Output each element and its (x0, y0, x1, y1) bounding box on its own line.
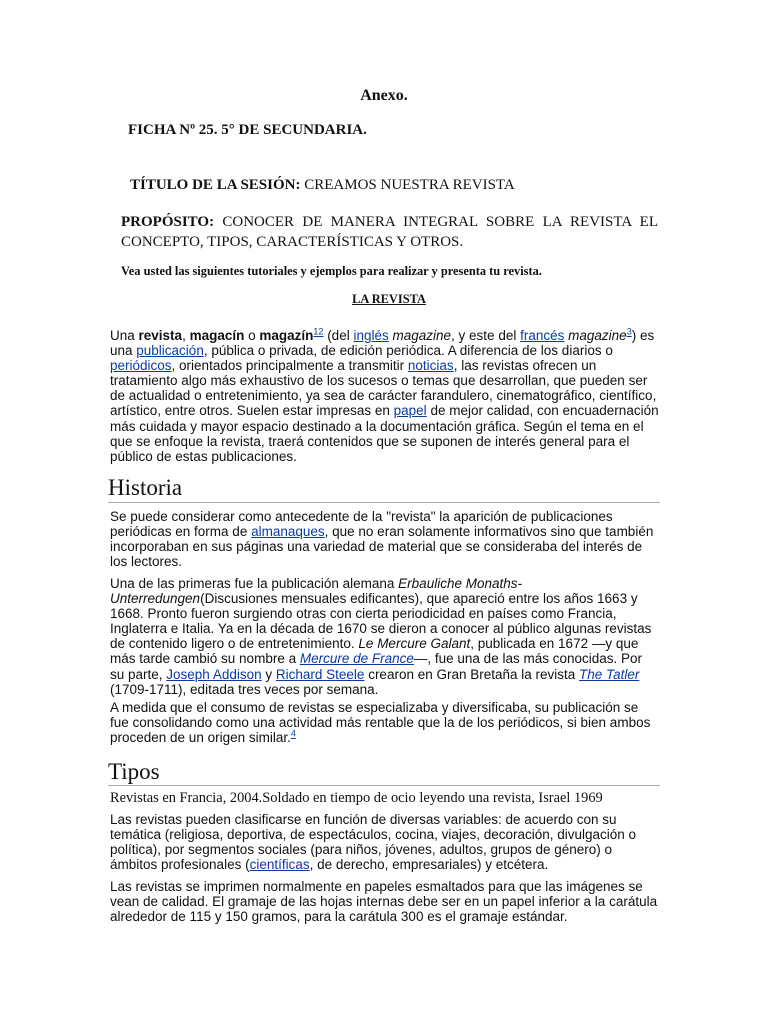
link-papel[interactable]: papel (393, 403, 427, 419)
tipos-paragraph-2: Las revistas se imprimen normalmente en papeles esmaltados para que las imágenes se vean de calidad. El gramaje de las hojas internas debe ser en un papel inferior a la carátula alrededor de 115 y 150 gramos, para la carátula 300 es el gramaje estándar. (110, 879, 658, 925)
link-mercure-de-france[interactable]: Mercure de France (299, 651, 414, 667)
historia-paragraph-1: Se puede considerar como antecedente de la "revista" la aparición de publicaciones periódicas en forma de almanaques, que no eran solamente informativos sino que también incorporaban en sus páginas una variedad de material que se consideraba del interés de los lectores. (110, 509, 654, 570)
heading-historia: Historia (108, 475, 183, 500)
session-title (130, 177, 515, 194)
link-ingles[interactable]: inglés (353, 328, 389, 343)
intro-paragraph: Una revista, magacín o magazín$^{12}$ (del inglés magazine, y este del francés magazine$^3$) es una publicación, pública o privada, de edición periódica. A diferencia de los diarios o periódicos, orientados principalmente a transmitir noticias, las revistas ofrecen un tratamiento algo más exhaustivo de los sucesos o temas que desarrollan, que pueden ser de actualidad o entretenimiento, ya sea de carácter farandulero, cinematográfico, científico, artístico, entre otros. Suelen estar impresas en papel de mejor calidad, con encuadernación más cuidada y mayor espacio destinado a la documentación gráfica. Según el tema en el que se enfoque la revista, traerá contenidos que se suponen de interés general para el público de estas publicaciones. (110, 326, 659, 464)
heading-divider (108, 785, 660, 786)
link-almanaques[interactable]: almanaques (251, 524, 325, 540)
link-richard-steele[interactable]: Richard Steele (275, 666, 365, 682)
image-caption: Revistas en Francia, 2004.Soldado en tiempo de ocio leyendo una revista, Israel 1969 (110, 790, 603, 806)
reference-link[interactable]: 4 (290, 728, 296, 739)
link-noticias[interactable]: noticias (407, 358, 454, 374)
purpose-label: PROPÓSITO: (121, 214, 215, 230)
heading-divider (108, 502, 660, 503)
reference-link[interactable]: 3 (626, 326, 632, 337)
session-title-label: TÍTULO DE LA SESIÓN: (130, 177, 301, 193)
link-the-tatler[interactable]: The Tatler (579, 666, 640, 682)
reference-link[interactable]: 2 (318, 326, 324, 337)
link-cientificas[interactable]: científicas (249, 857, 310, 873)
historia-paragraph-3: A medida que el consumo de revistas se especializaba y diversificaba, su publicación se fue consolidando como una actividad más rentable que la de los periódicos, si bien ambos proceden de un origen similar.$^4$ (110, 700, 651, 746)
historia-paragraph-2: Una de las primeras fue la publicación alemana Erbauliche Monaths-Unterredungen(Discusiones mensuales edificantes), que apareció entre los años 1663 y 1668. Pronto fueron surgiendo otras con cierta periodicidad en países como Francia, Inglaterra e Italia. Ya en la década de 1670 se dieron a conocer al público algunas revistas de contenido ligero o de entretenimiento. Le Mercure Galant, publicada en 1672 —y que más tarde cambió su nombre a Mercure de France—, fue una de las más conocidas. Por su parte, Joseph Addison y Richard Steele crearon en Gran Bretaña la revista The Tatler (1709-1711), editada tres veces por semana. (110, 576, 652, 697)
link-frances[interactable]: francés (520, 328, 565, 343)
purpose (121, 212, 658, 252)
link-periodicos[interactable]: periódicos (110, 358, 172, 374)
instruction-text: Vea usted las siguientes tutoriales y ejemplos para realizar y presenta tu revista. (121, 264, 542, 278)
link-publicacion[interactable]: publicación (136, 343, 204, 359)
document-title: Anexo. (360, 87, 408, 104)
session-title-value: CREAMOS NUESTRA REVISTA (300, 177, 515, 193)
section-title: LA REVISTA (352, 292, 426, 306)
purpose-value: CONOCER DE MANERA INTEGRAL SOBRE LA REVISTA EL CONCEPTO, TIPOS, CARACTERÍSTICAS Y OTROS. (121, 214, 658, 250)
worksheet-number: FICHA Nº 25. 5° DE SECUNDARIA. (128, 122, 367, 138)
reference-link[interactable]: 1 (313, 326, 319, 337)
tipos-paragraph-1: Las revistas pueden clasificarse en función de diversas variables: de acuerdo con su temática (religiosa, deportiva, de espectáculos, cocina, viajes, decoración, divulgación o política), por segmentos sociales (para niños, jóvenes, adultos, grupos de género) o ámbitos profesionales (científicas, de derecho, empresariales) y etcétera. (110, 812, 637, 873)
heading-tipos: Tipos (108, 759, 160, 784)
link-joseph-addison[interactable]: Joseph Addison (166, 666, 262, 682)
